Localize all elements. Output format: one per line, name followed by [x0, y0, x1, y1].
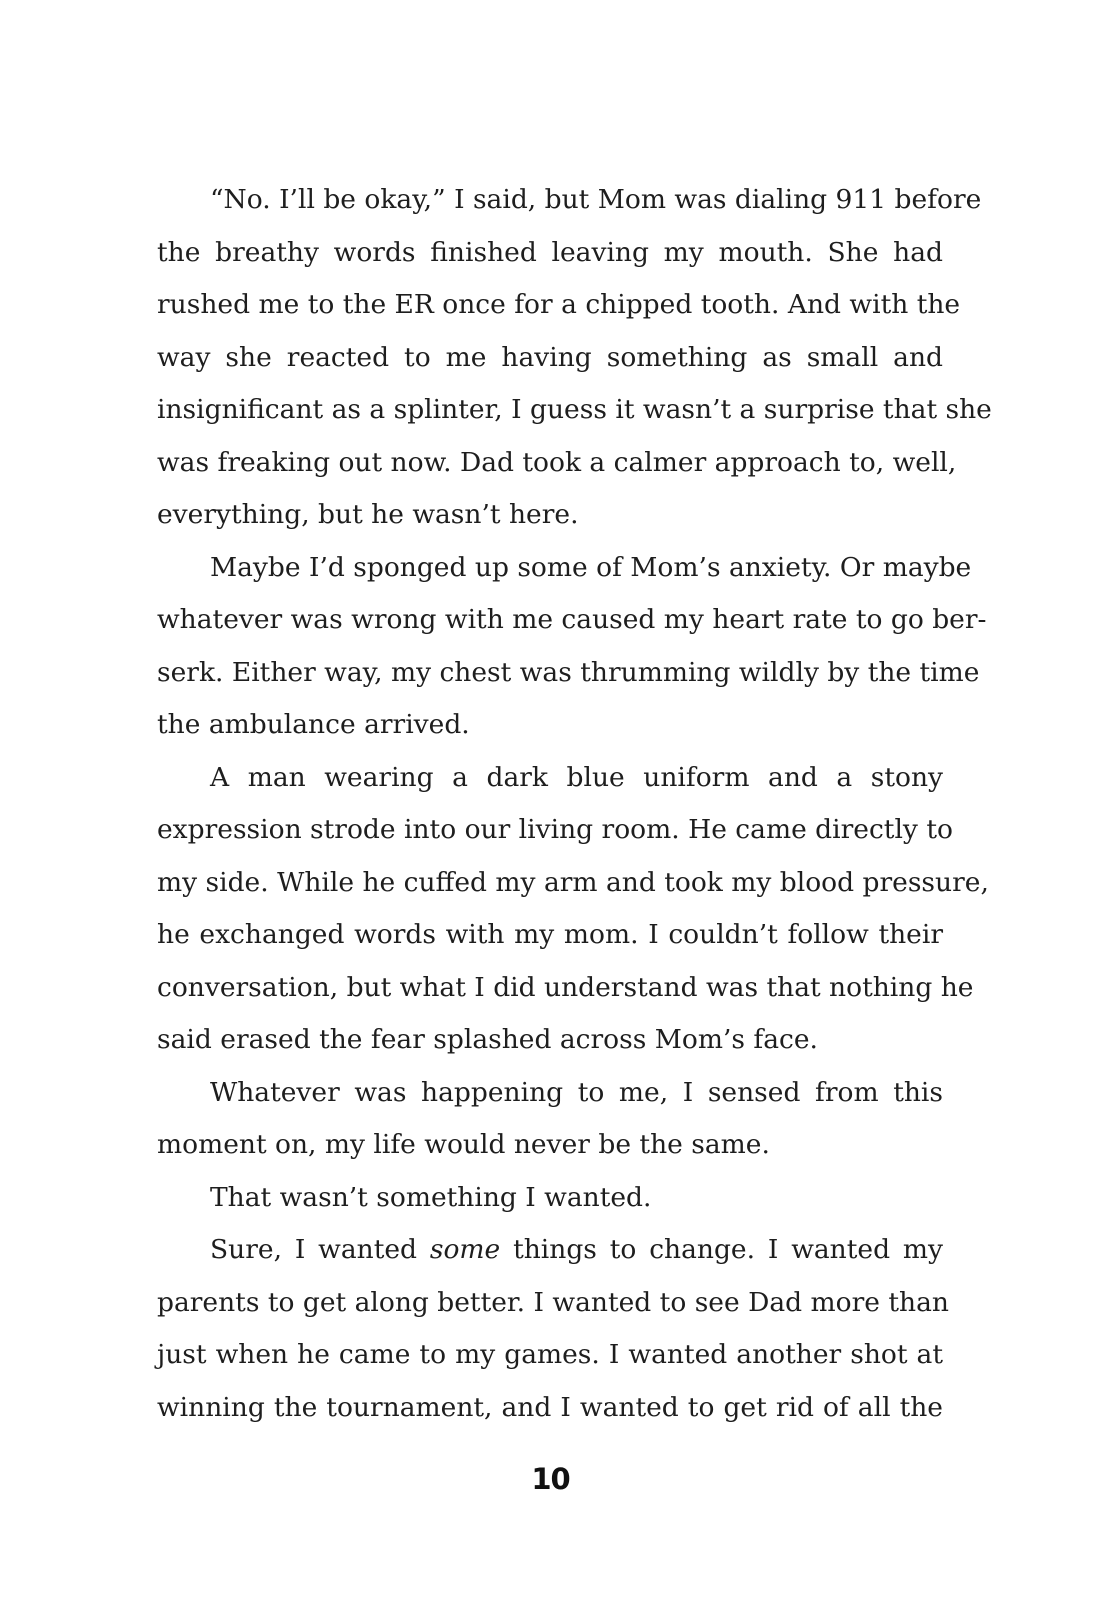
- text-line: was freaking out now. Dad took a calmer approach to, well,: [157, 446, 957, 478]
- text-line: A man wearing a dark blue uniform and a stony: [210, 761, 943, 793]
- text-line-with-emphasis: [157, 1224, 943, 1277]
- text-segment: things to change. I wanted my: [500, 1234, 943, 1265]
- text-line: winning the tournament, and I wanted to get rid of all the: [157, 1391, 943, 1423]
- text-line: “No. I’ll be okay,” I said, but Mom was dialing 911 before: [210, 184, 982, 215]
- text-segment: Sure, I wanted: [210, 1234, 430, 1265]
- text-line: conversation, but what I did understand was that nothing he: [157, 971, 974, 1003]
- text-line: just when he came to my games. I wanted another shot at: [157, 1339, 943, 1370]
- text-line: That wasn’t something I wanted.: [210, 1181, 652, 1213]
- text-line: he exchanged words with my mom. I couldn’t follow their: [157, 919, 943, 950]
- text-line: whatever was wrong with me caused my heart rate to go ber-: [157, 604, 987, 635]
- text-line: Maybe I’d sponged up some of Mom’s anxiety. Or maybe: [210, 551, 972, 583]
- text-line: moment on, my life would never be the same.: [157, 1129, 770, 1160]
- text-line: the breathy words finished leaving my mouth. She had: [157, 236, 943, 268]
- text-line: insignificant as a splinter, I guess it wasn’t a surprise that she: [157, 394, 992, 425]
- text-line: my side. While he cuffed my arm and took my blood pressure,: [157, 866, 989, 898]
- body-text: [157, 174, 992, 1434]
- text-line: way she reacted to me having something as small and: [157, 341, 943, 373]
- text-line: said erased the fear splashed across Mom’s face.: [157, 1024, 818, 1055]
- text-line: the ambulance arrived.: [157, 709, 470, 740]
- text-line: serk. Either way, my chest was thrumming wildly by the time: [157, 656, 980, 688]
- text-line: parents to get along better. I wanted to see Dad more than: [157, 1286, 949, 1318]
- page-number: 10: [531, 1462, 570, 1496]
- text-line: rushed me to the ER once for a chipped tooth. And with the: [157, 289, 961, 320]
- emphasized-word: some: [429, 1234, 501, 1265]
- text-line: everything, but he wasn’t here.: [157, 499, 579, 530]
- text-line: Whatever was happening to me, I sensed from this: [210, 1076, 943, 1108]
- text-line: expression strode into our living room. He came directly to: [157, 814, 953, 845]
